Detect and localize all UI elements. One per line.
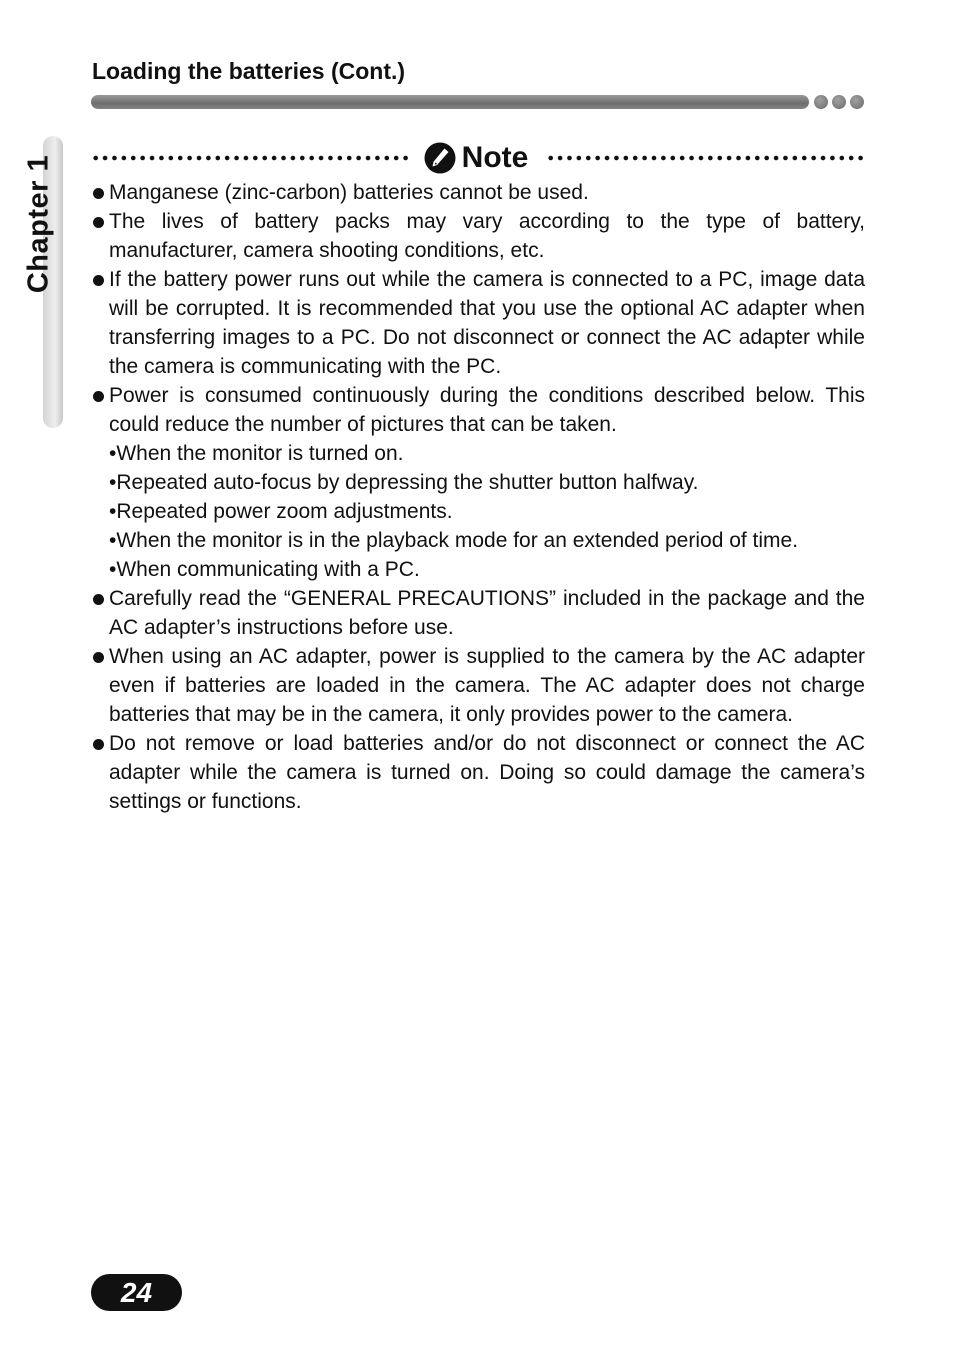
note-subitem: •When the monitor is turned on.	[109, 442, 404, 465]
dotted-rule-left	[91, 155, 410, 161]
note-subitem: •Repeated auto-focus by depressing the shutter button halfway.	[109, 471, 699, 494]
pencil-note-icon	[424, 142, 456, 174]
chapter-label: Chapter 1	[22, 154, 55, 294]
note-item: Power is consumed continuously during the conditions described below. This could reduce the number of pictures that can be taken.	[91, 381, 865, 439]
note-list	[91, 178, 865, 816]
rule-dot	[832, 95, 846, 109]
note-item: If the battery power runs out while the camera is connected to a PC, image data will be corrupted. It is recommended that you use the optional AC adapter when transferring images to a PC. Do not disconnect or connect the AC adapter while the camera is communicating with the PC.	[91, 265, 865, 381]
rule-dot	[814, 95, 828, 109]
note-item: When using an AC adapter, power is supplied to the camera by the AC adapter even if batteries are loaded in the camera. The AC adapter does not charge batteries that may be in the camera, it only provides power to the camera.	[91, 642, 865, 729]
page-number: 24	[120, 1276, 153, 1308]
note-item: Carefully read the “GENERAL PRECAUTIONS” included in the package and the AC adapter’s instructions before use.	[91, 584, 865, 642]
note-item: The lives of battery packs may vary according to the type of battery, manufacturer, camera shooting conditions, etc.	[91, 207, 865, 265]
note-subitem: •When communicating with a PC.	[109, 558, 420, 581]
note-subitem: •When the monitor is in the playback mode for an extended period of time.	[109, 529, 799, 552]
rule-dot	[850, 95, 864, 109]
header-rule-dots	[814, 95, 864, 109]
header-rule	[91, 95, 809, 109]
note-header	[91, 138, 865, 178]
note-label: Note	[461, 141, 529, 174]
note-item: Do not remove or load batteries and/or do not disconnect or connect the AC adapter while the camera is turned on. Doing so could damage the camera’s settings or functions.	[91, 729, 865, 816]
note-item: Manganese (zinc-carbon) batteries cannot be used.	[91, 178, 865, 207]
section-title: Loading the batteries (Cont.)	[92, 58, 406, 84]
note-subitem: •Repeated power zoom adjustments.	[109, 500, 453, 523]
dotted-rule-right	[546, 155, 865, 161]
page-number-badge	[91, 1274, 182, 1311]
